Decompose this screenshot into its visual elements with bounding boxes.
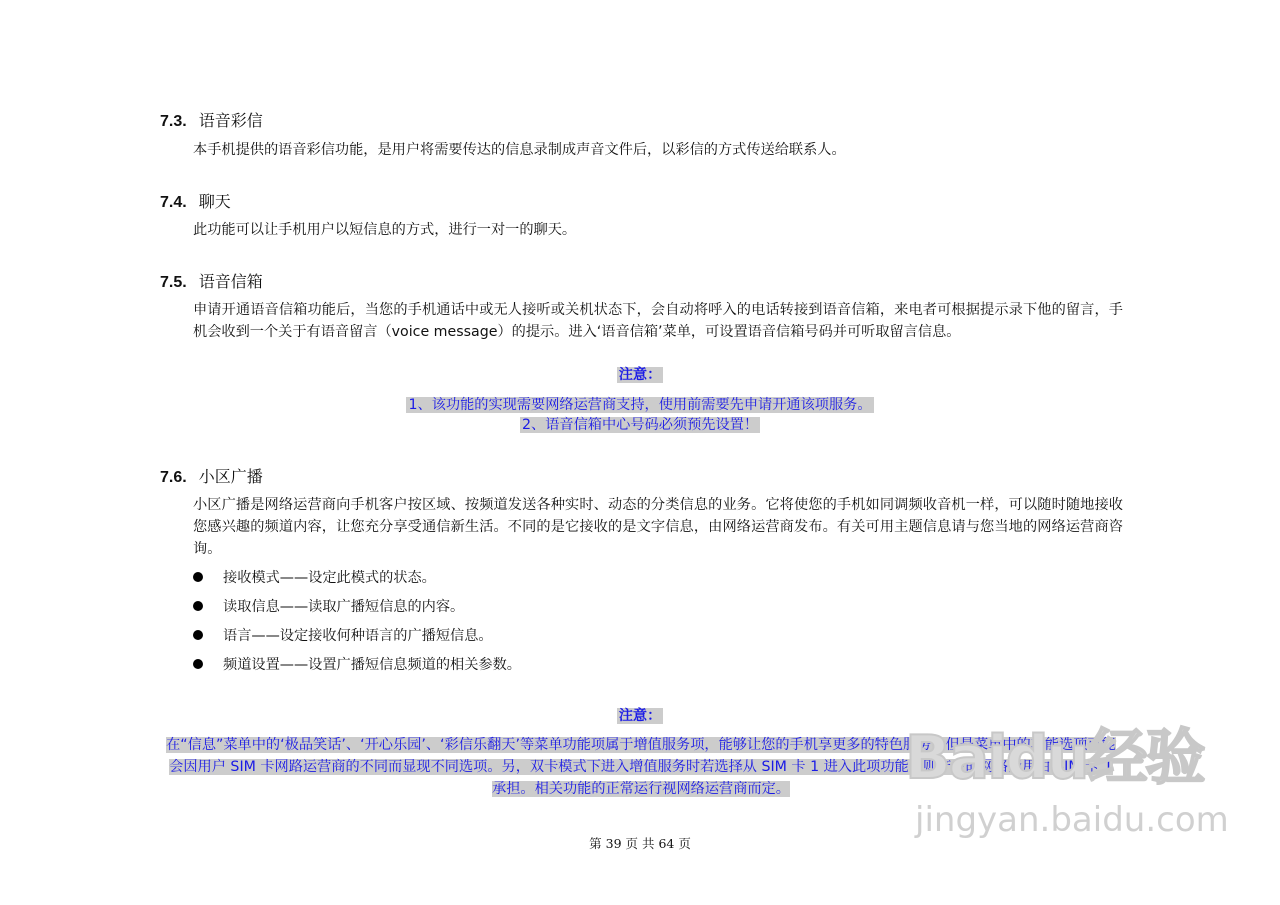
list-item-text: 接收模式——设定此模式的状态。 [223, 570, 436, 586]
section-title: 语音彩信 [198, 111, 263, 130]
section-body-7-3: 本手机提供的语音彩信功能，是用户将需要传达的信息录制成声音文件后，以彩信的方式传送给联系人。 [193, 142, 846, 158]
section-body-7-6: 小区广播是网络运营商向手机客户按区域、按频道发送各种实时、动态的分类信息的业务。它将使您的手机如同调频收音机一样，可以随时随地接收您感兴趣的频道内容，让您充分享受通信新生活。不同的是它接收的是文字信息，由网络运营商发布。有关可用主题信息请与您当地的网络运营商咨询。 [193, 497, 1123, 557]
bullet-icon [193, 601, 203, 611]
note-line-1-text: 1、该功能的实现需要网络运营商支持，使用前需要先申请开通该项服务。 [408, 397, 872, 413]
note-line-2 [0, 415, 1280, 435]
section-heading-7-6 [160, 464, 263, 487]
section-title: 聊天 [198, 192, 231, 211]
bullet-icon [193, 572, 203, 582]
section-number: 7.4. [160, 194, 187, 211]
section-heading-7-5 [160, 269, 263, 292]
note-line-2-text: 2、语音信箱中心号码必须预先设置！ [521, 417, 759, 433]
list-item [193, 654, 521, 676]
section-heading-7-3 [160, 108, 263, 131]
section-number: 7.3. [160, 113, 187, 130]
bullet-icon [193, 659, 203, 669]
section-body-7-4: 此功能可以让手机用户以短信息的方式，进行一对一的聊天。 [193, 222, 577, 238]
bullet-icon [193, 630, 203, 640]
list-item [193, 625, 493, 647]
note-title [0, 706, 1280, 726]
section-title: 小区广播 [198, 467, 263, 486]
section-number: 7.6. [160, 469, 187, 486]
note-title-text: 注意： [618, 367, 662, 383]
page-footer: 第 39 页 共 64 页 [589, 836, 691, 851]
section-title: 语音信箱 [198, 272, 263, 291]
list-item-text: 语言——设定接收何种语言的广播短信息。 [223, 628, 493, 644]
baidu-jingyan-logo: Baidu经验 [905, 723, 1204, 793]
list-item [193, 596, 464, 618]
list-item-text: 频道设置——设置广播短信息频道的相关参数。 [223, 657, 521, 673]
list-item [193, 567, 436, 589]
note-block [160, 734, 1122, 800]
section-heading-7-4 [160, 189, 231, 212]
section-number: 7.5. [160, 274, 187, 291]
note-block-text: 在“信息”菜单中的‘极品笑话’、‘开心乐园’、‘彩信乐翻天’等菜单功能项属于增值服务项，能够让您的手机享更多的特色服务，但是菜单中的功能选项可能会因用户 SIM 卡网路运营商的不同而显现不同选项。另，双卡模式下进入增值服务时若选择从 SIM 卡 1 进入此项功能，则产生的网络费用由 SIM 卡 1 承担。相关功能的正常运行视网络运营商而定。 [166, 737, 1116, 797]
note-title [0, 365, 1280, 385]
list-item-text: 读取信息——读取广播短信息的内容。 [223, 599, 465, 615]
watermark-url: jingyan.baidu.com [915, 800, 1229, 840]
note-title-text: 注意： [618, 708, 662, 724]
section-body-7-5: 申请开通语音信箱功能后，当您的手机通话中或无人接听或关机状态下，会自动将呼入的电话转接到语音信箱，来电者可根据提示录下他的留言，手机会收到一个关于有语音留言（voice message）的提示。进入‘语音信箱’菜单，可设置语音信箱号码并可听取留言信息。 [193, 302, 1123, 340]
note-line-1 [0, 395, 1280, 415]
